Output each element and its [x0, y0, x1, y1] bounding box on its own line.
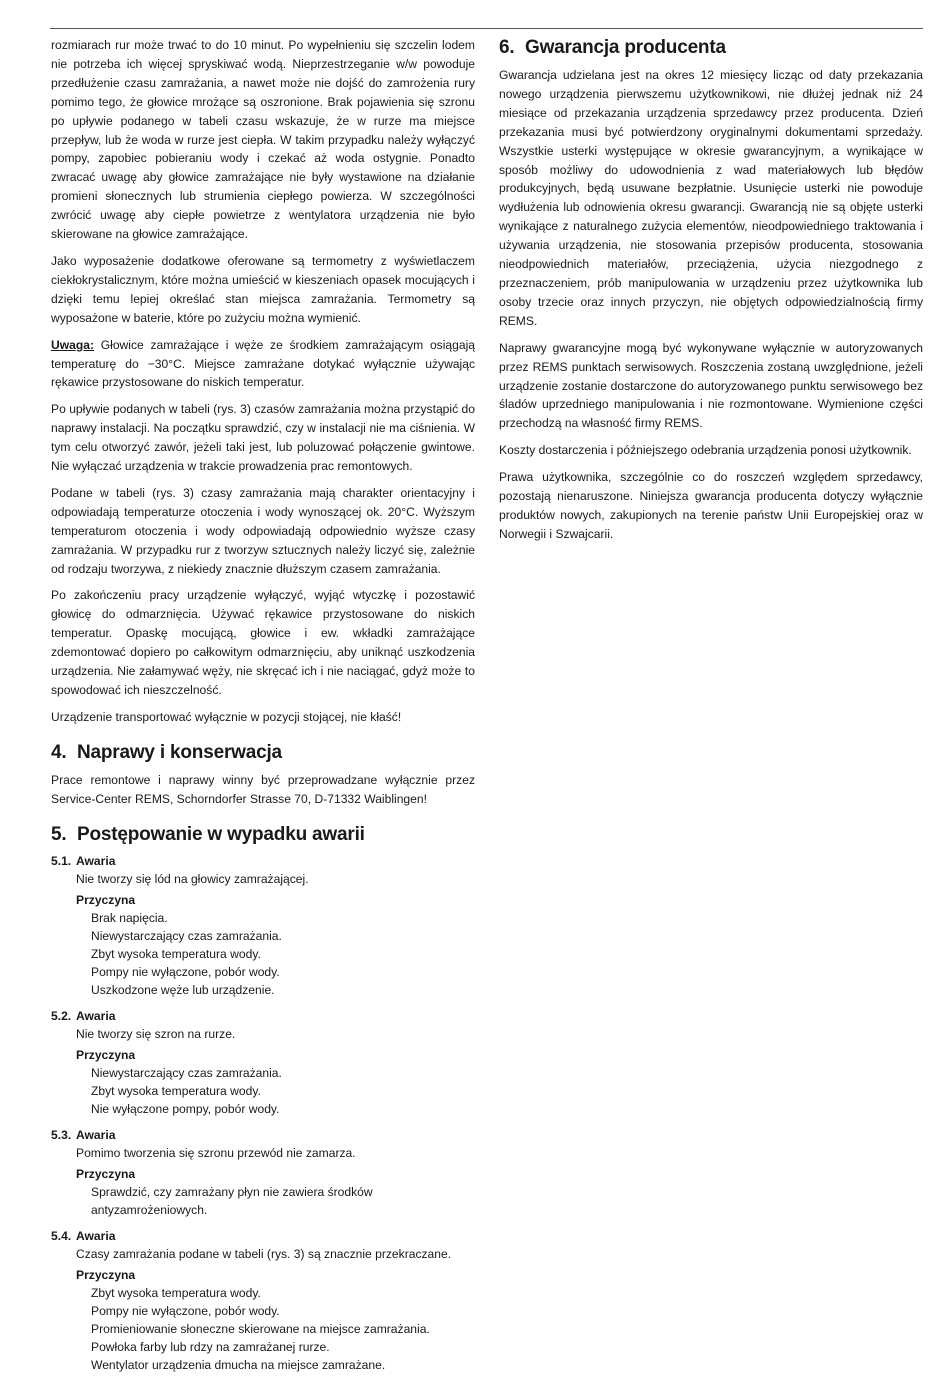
paragraph: Jako wyposażenie dodatkowe oferowane są termometry z wyświetlaczem ciekłokrystalicznym, które można umieścić w kieszeniach opasek mocujących i dzięki temu lepiej określać stan miejsca zamrażania. Termometry są wyposażone w baterie, które po zużyciu można wymienić.	[51, 253, 475, 325]
section-4-heading	[51, 741, 475, 765]
cause-heading: Przyczyna	[76, 1267, 136, 1282]
paragraph: Po zakończeniu pracy urządzenie wyłączyć, wyjąć wtyczkę i pozostawić głowicę do odmarznięcia. Używać rękawice przystosowane do niskich temperatur. Opaskę mocującą, głowice i ew. wkładki zamrażające zdemontować dopiero po całkowitym odmarznięciu, aby uniknąć uszkodzenia urządzenia. Nie załamywać węży, nie skręcać ich i nie naciągać, gdyż może to spowodować ich nieszczelność.	[51, 588, 475, 697]
cause-item: Zbyt wysoka temperatura wody.	[91, 946, 261, 961]
top-rule	[50, 28, 923, 29]
uwaga-text: Głowice zamrażające i węże ze środkiem zamrażającym osiągają temperaturę do −30°C. Miejsce zamrażane dotykać wyłącznie używając rękawice przystosowane do niskich temperatur.	[51, 337, 475, 390]
fault-5-1	[51, 853, 475, 999]
fault-label: Awaria	[76, 853, 116, 868]
fault-5-3	[51, 1127, 475, 1219]
cause-item: Niewystarczający czas zamrażania.	[91, 1065, 282, 1080]
cause-item: Sprawdzić, czy zamrażany płyn nie zawiera środków	[91, 1184, 373, 1199]
cause-heading: Przyczyna	[76, 1047, 136, 1062]
fault-5-4	[51, 1228, 475, 1374]
cause-item: Pompy nie wyłączone, pobór wody.	[91, 1303, 280, 1318]
cause-item: Nie wyłączone pompy, pobór wody.	[91, 1101, 280, 1116]
paragraph: Naprawy gwarancyjne mogą być wykonywane wyłącznie w autoryzowanych przez REMS punktach serwisowych. Roszczenia zostaną uwzględnione, jeżeli urządzenie zostanie dostarczone do autoryzowanego punktu serwisowego bez śladów uprzedniego manipulowania i nie rozmontowane. Wymienione części przechodzą na własność firmy REMS.	[499, 340, 923, 431]
cause-heading: Przyczyna	[76, 892, 136, 907]
paragraph: Koszty dostarczenia i późniejszego odebrania urządzenia ponosi użytkownik.	[499, 443, 912, 458]
cause-item: Promieniowanie słoneczne skierowane na miejsce zamrażania.	[91, 1321, 430, 1336]
fault-label: Awaria	[76, 1228, 116, 1243]
cause-item: antyzamrożeniowych.	[91, 1202, 208, 1217]
cause-item: Zbyt wysoka temperatura wody.	[91, 1285, 261, 1300]
section-number: 4.	[51, 741, 67, 763]
fault-heading	[51, 1008, 475, 1025]
section-number: 6.	[499, 37, 515, 58]
cause-item: Wentylator urządzenia dmucha na miejsce zamrażane.	[91, 1357, 386, 1372]
paragraph: Gwarancja udzielana jest na okres 12 miesięcy licząc od daty przekazania nowego urządzenia pierwszemu użytkownikowi, nie dłużej jednak niż 24 miesiące od przekazania urządzenia sprzedawcy przez producenta. Dzień przekazania musi być potwierdzony oryginalnymi dokumentami sprzedaży. Wszystkie usterki występujące w okresie gwarancyjnym, a wynikające w sposób możliwy do udowodnienia z wad materiałowych lub błędów produkcyjnych, będą usuwane bezpłatnie. Usunięcie usterki nie powoduje wydłużenia lub odnowienia okresu gwarancji. Gwarancją nie są objęte usterki wynikające z naturalnego zużycia elementów, nieodpowiedniego traktowania i używania urządzenia, nie stosowania przepisów producenta, stosowania nieodpowiednich materiałów, przeciążenia, użycia niezgodnego z przeznaczeniem, prób manipulowania w urządzeniu przez użytkownika lub osoby trzecie oraz innych przyczyn, nie objętych odpowiedzialnością firmy REMS.	[499, 68, 923, 328]
fault-number: 5.2.	[51, 1008, 72, 1023]
fault-number: 5.4.	[51, 1228, 72, 1243]
left-column	[51, 36, 475, 1383]
paragraph: Urządzenie transportować wyłącznie w pozycji stojącej, nie kłaść!	[51, 709, 402, 724]
cause-item: Pompy nie wyłączone, pobór wody.	[91, 964, 280, 979]
paragraph: Po upływie podanych w tabeli (rys. 3) czasów zamrażania można przystąpić do naprawy instalacji. Na początku sprawdzić, czy w instalacji nie ma ciśnienia. W tym celu otworzyć zawór, jeżeli taki jest, lub poluzować połączenie gwintowe. Nie wyłączać urządzenia w trakcie prowadzenia prac remontowych.	[51, 402, 475, 474]
cause-heading: Przyczyna	[76, 1166, 136, 1181]
fault-description: Czasy zamrażania podane w tabeli (rys. 3) są znacznie przekraczane.	[76, 1246, 452, 1261]
section-5-heading	[51, 823, 475, 847]
section-title: Gwarancja producenta	[525, 37, 726, 58]
fault-number: 5.3.	[51, 1127, 72, 1142]
fault-heading	[51, 1228, 475, 1245]
fault-number: 5.1.	[51, 853, 72, 868]
fault-5-2	[51, 1008, 475, 1118]
section-6-heading	[499, 36, 923, 60]
cause-item: Uszkodzone węże lub urządzenie.	[91, 982, 275, 997]
fault-description: Nie tworzy się szron na rurze.	[76, 1026, 236, 1041]
right-column	[499, 36, 923, 552]
paragraph: Podane w tabeli (rys. 3) czasy zamrażania mają charakter orientacyjny i odpowiadają temperaturze otoczenia i wody wynoszącej ok. 20°C. Wyższym temperaturom otoczenia i wody odpowiadają odpowiednio wyższe czasy zamrażania. W przypadku rur z tworzyw sztucznych należy liczyć się, zależnie od rodzaju tworzywa, z niekiedy znacznie dłuższym czasem zamrażania.	[51, 485, 475, 576]
cause-item: Powłoka farby lub rdzy na zamrażanej rurze.	[91, 1339, 330, 1354]
cause-item: Zbyt wysoka temperatura wody.	[91, 1083, 261, 1098]
fault-label: Awaria	[76, 1008, 116, 1023]
fault-heading	[51, 853, 475, 870]
section-title: Naprawy i konserwacja	[77, 741, 282, 763]
fault-label: Awaria	[76, 1127, 116, 1142]
fault-heading	[51, 1127, 475, 1144]
cause-item: Brak napięcia.	[91, 910, 168, 925]
paragraph: Prawa użytkownika, szczególnie co do roszczeń względem sprzedawcy, pozostają nienaruszone. Niniejsza gwarancja producenta dotyczy wyłącznie produktów nowych, zakupionych na terenie państw Unii Europejskiej oraz w Norwegii i Szwajcarii.	[499, 470, 923, 541]
paragraph: rozmiarach rur może trwać to do 10 minut. Po wypełnieniu się szczelin lodem nie potrzeba ich więcej spryskiwać wodą. Nieprzestrzeganie w/w powoduje przedłużenie czasu zamrażania, a nawet może nie dojść do zamrożenia rury pomimo tego, że głowice mrożące są oszronione. Brak pojawienia się szronu po upływie podanego w tabeli czasu wskazuje, że w rurze ma miejsce przepływ, lub że woda w rurze jest ciepła. W takim przypadku należy wyłączyć pompy, zapobiec pobieraniu wody i czekać aż woda ostygnie. Ponadto zwracać uwagę aby głowice zamrażające nie były wystawione na działanie promieni słonecznych lub strumienia ciepłego powierza. W szczególności zwrócić uwagę aby ciepłe powietrze z wentylatora urządzenia nie było skierowane na głowice zamrażające.	[51, 38, 475, 242]
section-title: Postępowanie w wypadku awarii	[77, 823, 365, 845]
section-number: 5.	[51, 823, 67, 845]
uwaga-paragraph	[51, 336, 475, 393]
fault-description: Pomimo tworzenia się szronu przewód nie zamarza.	[76, 1145, 356, 1160]
cause-item: Niewystarczający czas zamrażania.	[91, 928, 282, 943]
uwaga-label: Uwaga:	[51, 337, 95, 352]
fault-description: Nie tworzy się lód na głowicy zamrażającej.	[76, 871, 309, 886]
section-4-text: Prace remontowe i naprawy winny być przeprowadzane wyłącznie przez Service-Center REMS, Schorndorfer Strasse 70, D-71332 Waiblingen!	[51, 772, 475, 806]
